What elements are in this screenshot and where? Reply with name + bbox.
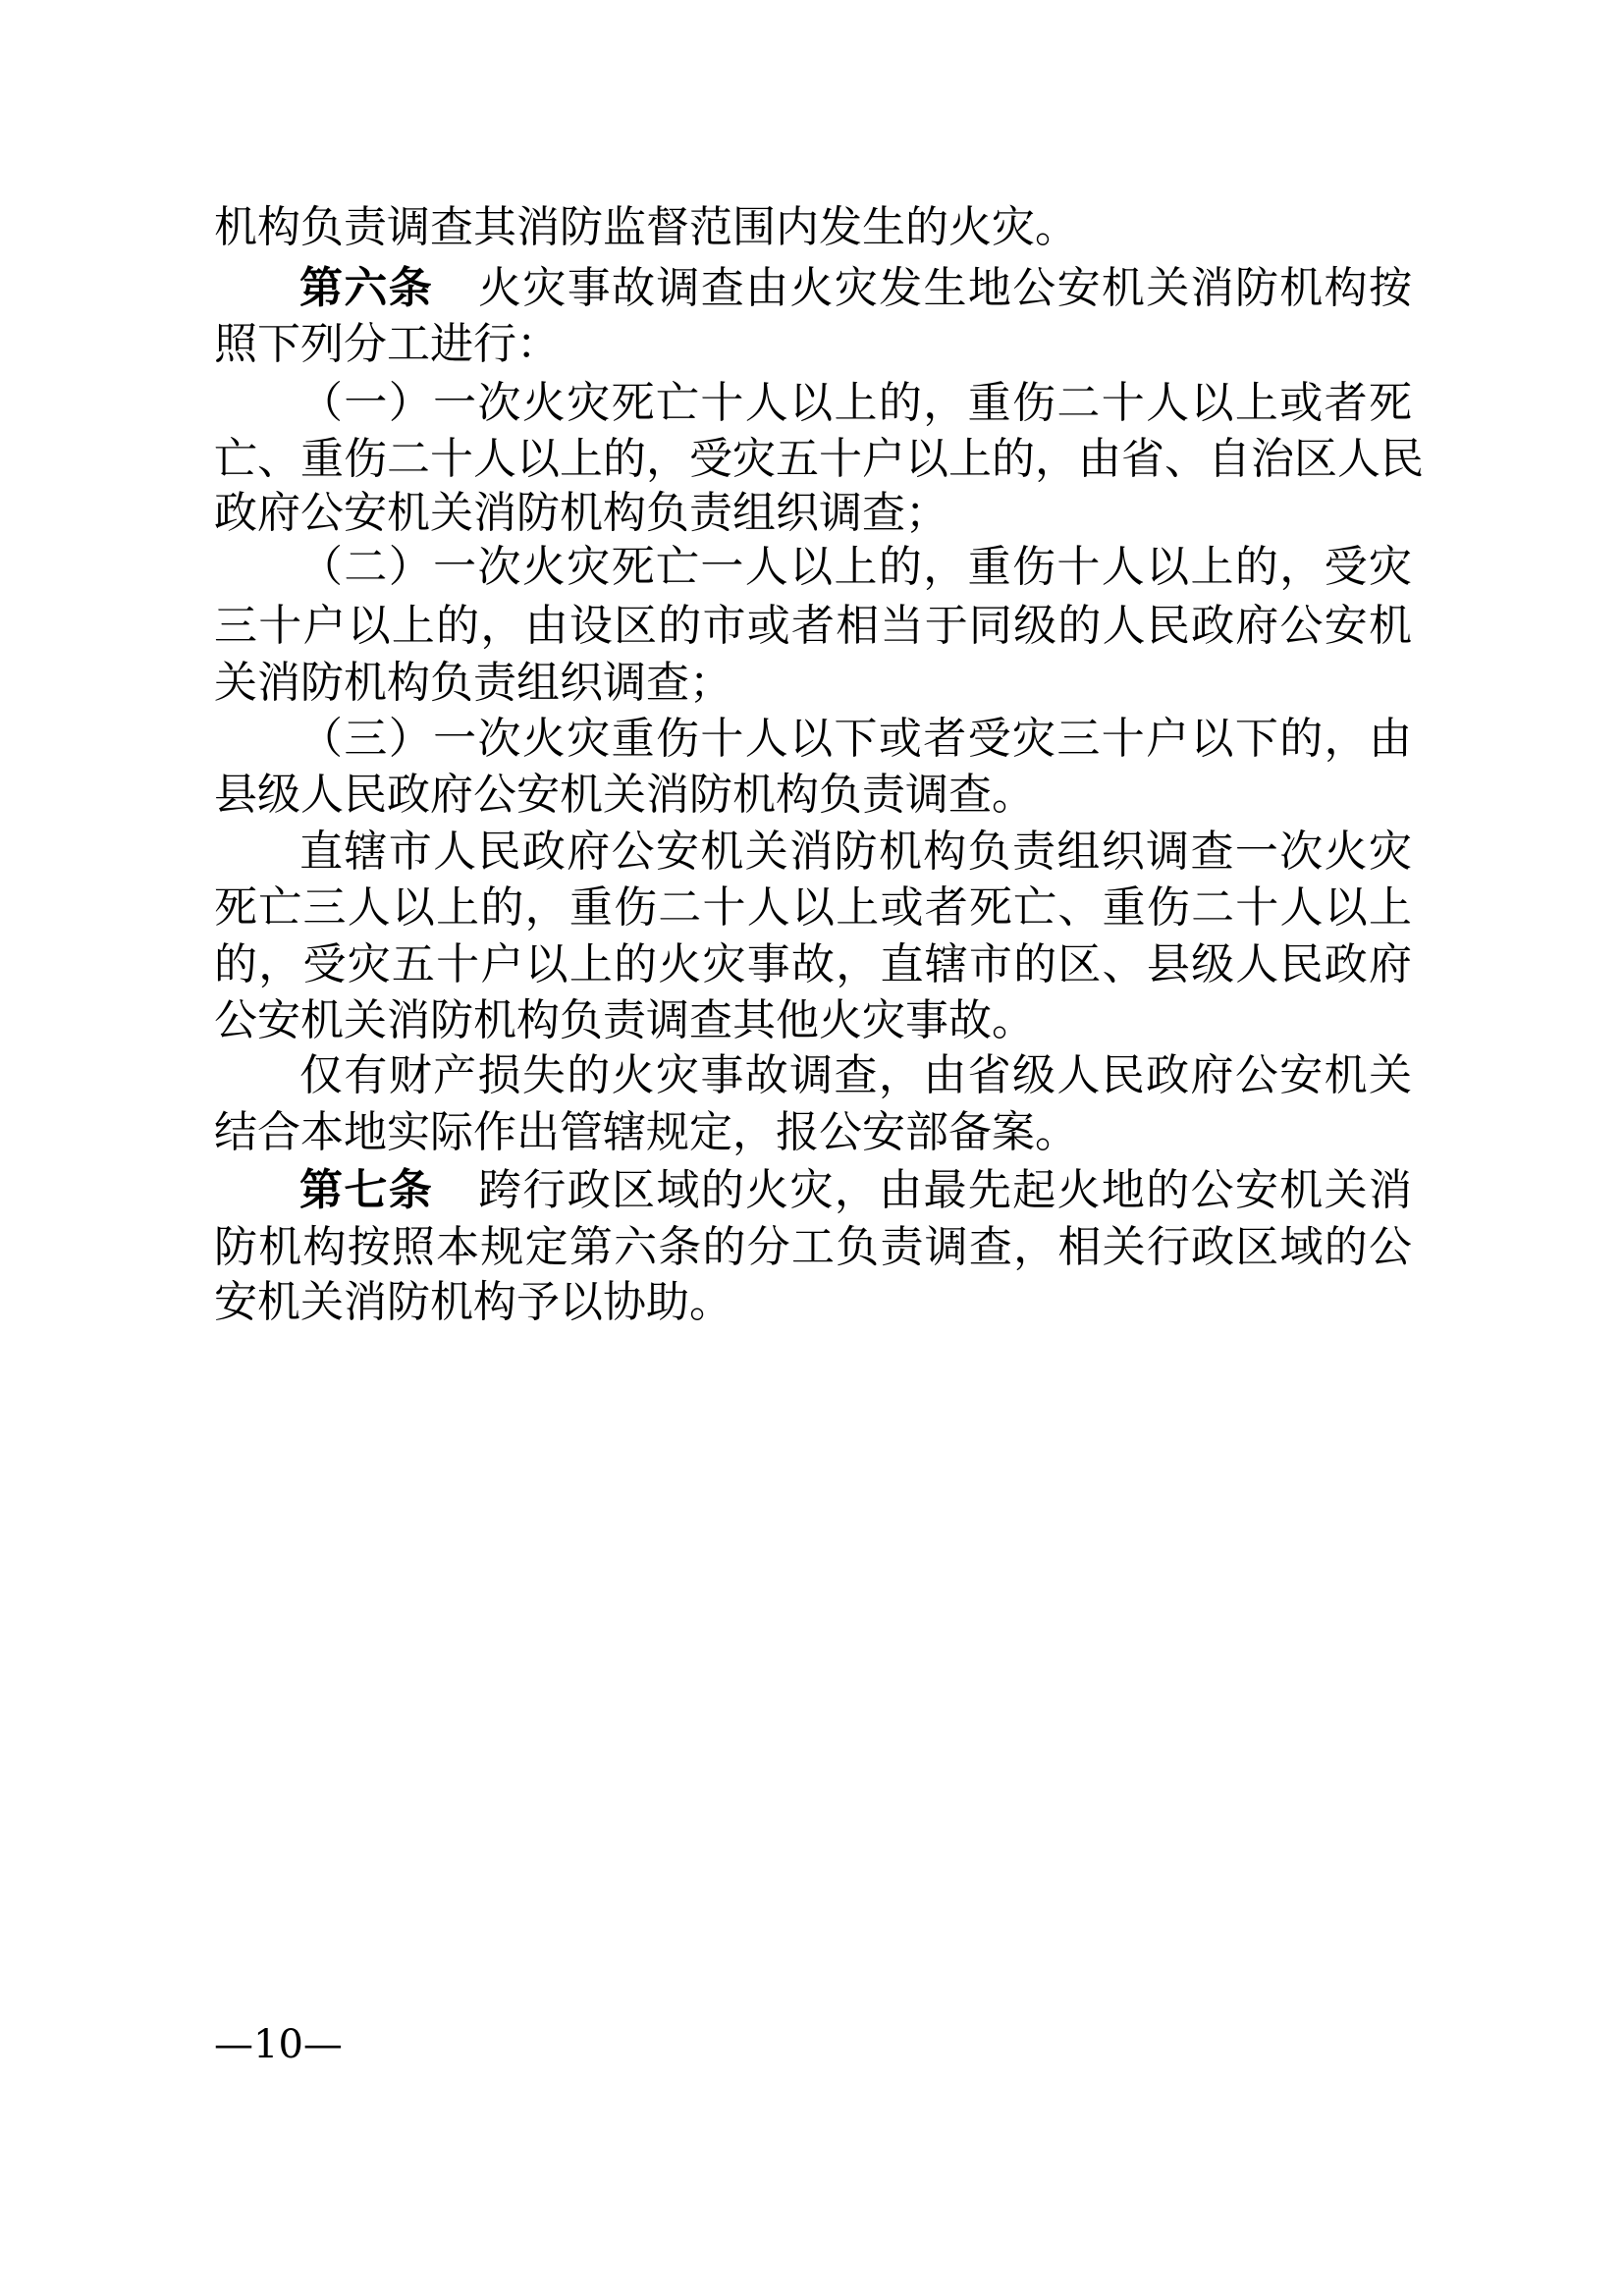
text-line: 的，受灾五十户以上的火灾事故，直辖市的区、县级人民政府 [214, 939, 1412, 989]
text-line: 三十户以上的，由设区的市或者相当于同级的人民政府公安机 [214, 601, 1412, 651]
text-line: 关消防机构负责组织调查； [214, 658, 732, 708]
text-line: （一）一次火灾死亡十人以上的，重伤二十人以上或者死 [299, 378, 1412, 428]
text-line: 县级人民政府公安机关消防机构负责调查。 [214, 770, 1035, 820]
text-line: 死亡三人以上的，重伤二十人以上或者死亡、重伤二十人以上 [214, 882, 1412, 933]
text-line: （二）一次火灾死亡一人以上的，重伤十人以上的，受灾 [299, 542, 1412, 592]
text-line: 结合本地实际作出管辖规定，报公安部备案。 [214, 1107, 1078, 1157]
text-line: 安机关消防机构予以协助。 [214, 1277, 732, 1327]
text-line: 机构负责调查其消防监督范围内发生的火灾。 [214, 202, 1078, 252]
text-line: （三）一次火灾重伤十人以下或者受灾三十户以下的，由 [299, 714, 1412, 764]
text-line: 政府公安机关消防机构负责组织调查； [214, 488, 948, 538]
text-line: 防机构按照本规定第六条的分工负责调查，相关行政区域的公 [214, 1222, 1412, 1272]
article-7-line [299, 1161, 1412, 1220]
article-6-title: 第六条 [299, 263, 434, 313]
text-line: 照下列分工进行： [214, 319, 560, 369]
article-7-text: 跨行政区域的火灾，由最先起火地的公安机关消 [478, 1165, 1413, 1215]
text-line: 公安机关消防机构负责调查其他火灾事故。 [214, 995, 1035, 1045]
text-line: 亡、重伤二十人以上的，受灾五十户以上的，由省、自治区人民 [214, 434, 1424, 484]
article-6-line [299, 259, 1412, 318]
text-line: 直辖市人民政府公安机关消防机构负责组织调查一次火灾 [299, 827, 1412, 877]
article-6-text: 火灾事故调查由火灾发生地公安机关消防机构按 [478, 263, 1413, 313]
text-line: 仅有财产损失的火灾事故调查，由省级人民政府公安机关 [299, 1050, 1412, 1100]
article-7-title: 第七条 [299, 1165, 434, 1215]
page-number: —10— [214, 2022, 343, 2067]
